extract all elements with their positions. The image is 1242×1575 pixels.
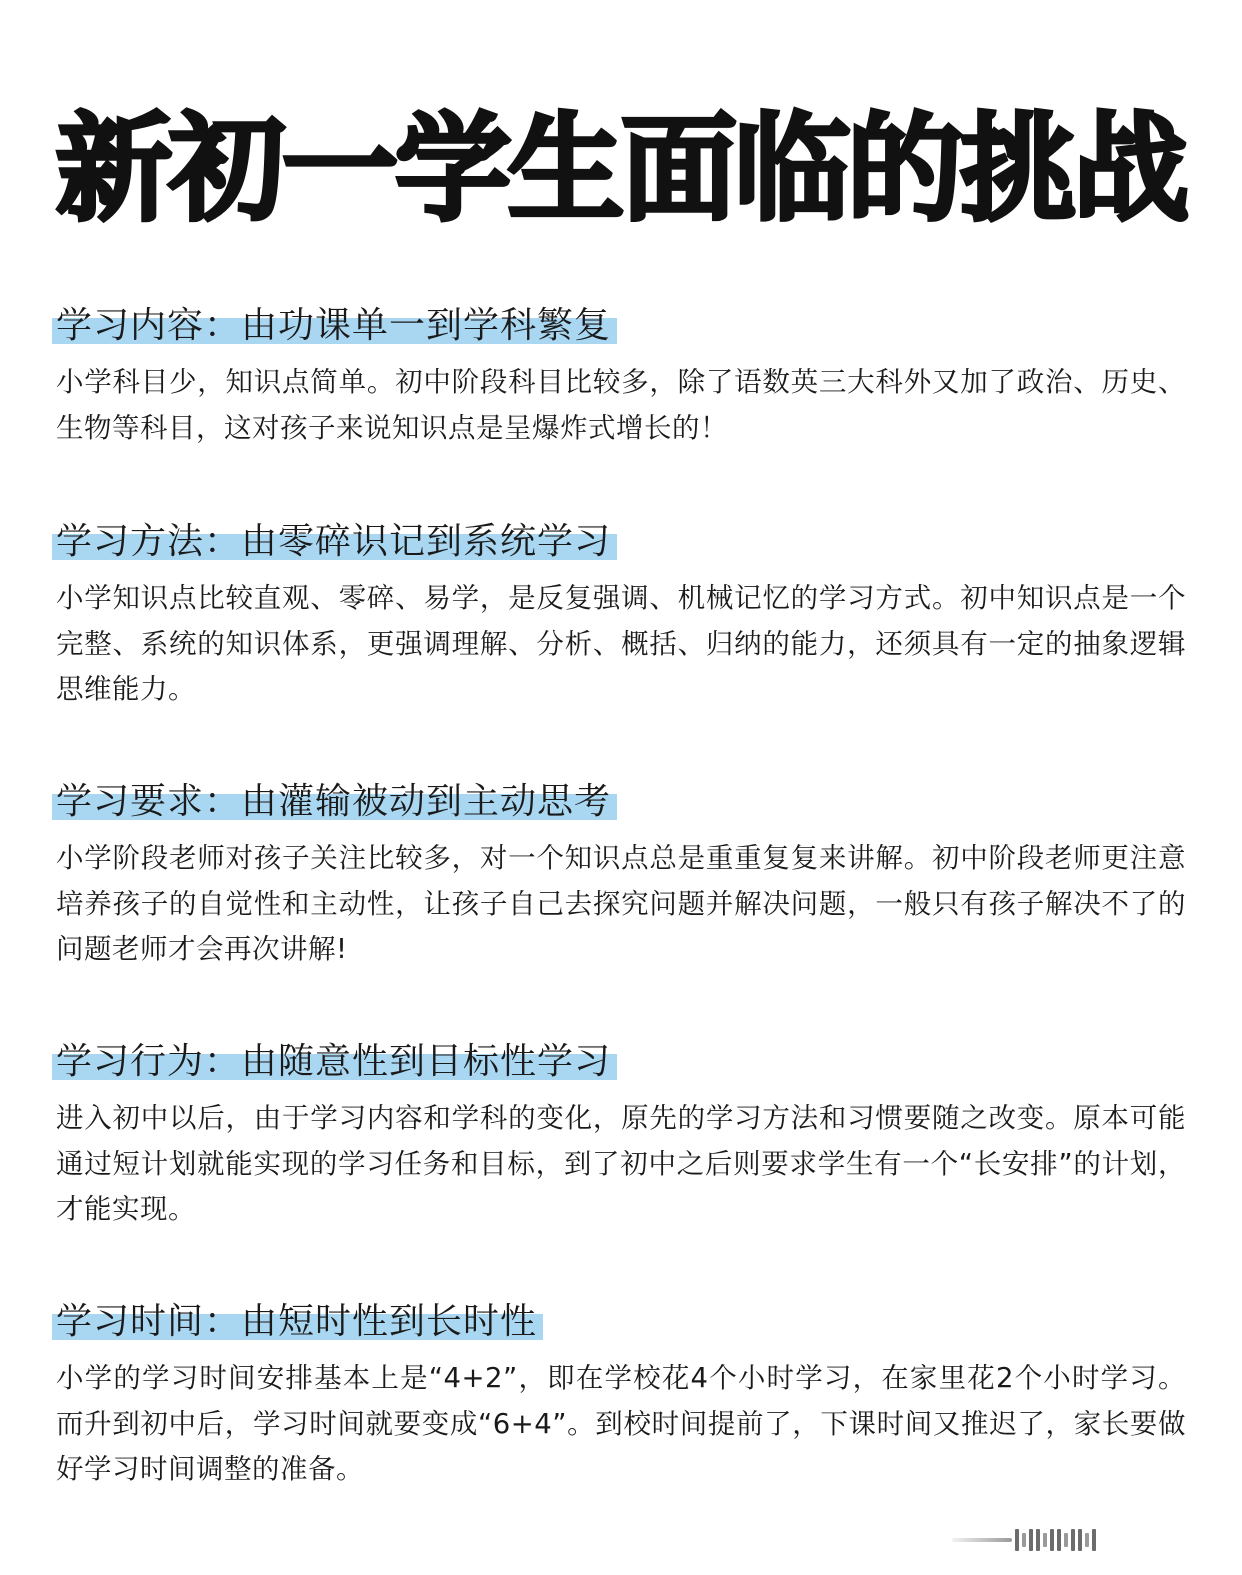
section-heading-wrap (56, 1032, 611, 1092)
section-body: 进入初中以后，由于学习内容和学科的变化，原先的学习方法和习惯要随之改变。原本可能通过短计划就能实现的学习任务和目标，到了初中之后则要求学生有一个“长安排”的计划，才能实现。 (56, 1102, 1186, 1225)
watermark-bar (1057, 1529, 1061, 1551)
section-heading: 学习行为：由随意性到目标性学习 (56, 1041, 612, 1082)
section-learning-requirement (56, 772, 1186, 973)
watermark-bar (1078, 1529, 1082, 1551)
section-body: 小学阶段老师对孩子关注比较多，对一个知识点总是重重复复来讲解。初中阶段老师更注意培养孩子的自觉性和主动性，让孩子自己去探究问题并解决问题，一般只有孩子解决不了的问题老师才会再次讲解! (56, 842, 1186, 965)
section-heading-wrap (56, 1292, 537, 1352)
section-learning-content (56, 296, 1186, 451)
section-learning-behavior (56, 1032, 1186, 1233)
watermark-bar (1092, 1529, 1096, 1551)
watermark-bar (1022, 1533, 1026, 1547)
watermark-fade-line (952, 1538, 1012, 1542)
watermark-bar (1015, 1529, 1019, 1551)
section-body: 小学科目少，知识点简单。初中阶段科目比较多，除了语数英三大科外又加了政治、历史、生物等科目，这对孩子来说知识点是呈爆炸式增长的！ (56, 366, 1186, 444)
watermark-bar (1029, 1529, 1033, 1551)
section-body: 小学的学习时间安排基本上是“4+2”，即在学校花4个小时学习，在家里花2个小时学习。而升到初中后，学习时间就要变成“6+4”。到校时间提前了，下课时间又推迟了，家长要做好学习时间调整的准备。 (56, 1362, 1186, 1485)
watermark-bar (1085, 1533, 1089, 1547)
section-heading-wrap (56, 512, 611, 572)
section-learning-time (56, 1292, 1186, 1493)
section-heading: 学习要求：由灌输被动到主动思考 (56, 781, 612, 822)
watermark-bar (1064, 1533, 1068, 1547)
watermark-bar (1043, 1533, 1047, 1547)
watermark-logo (952, 1528, 1214, 1552)
page-title: 新初一学生面临的挑战 (56, 102, 1186, 237)
section-heading: 学习时间：由短时性到长时性 (56, 1301, 538, 1342)
watermark-bar (1050, 1529, 1054, 1551)
section-learning-method (56, 512, 1186, 713)
section-heading: 学习内容：由功课单一到学科繁复 (56, 305, 612, 346)
watermark-bar (1036, 1529, 1040, 1551)
section-heading-wrap (56, 772, 611, 832)
watermark-bar (1071, 1529, 1075, 1551)
section-heading: 学习方法：由零碎识记到系统学习 (56, 521, 612, 562)
section-heading-wrap (56, 296, 611, 356)
section-body: 小学知识点比较直观、零碎、易学，是反复强调、机械记忆的学习方式。初中知识点是一个完整、系统的知识体系，更强调理解、分析、概括、归纳的能力，还须具有一定的抽象逻辑思维能力。 (56, 582, 1186, 705)
